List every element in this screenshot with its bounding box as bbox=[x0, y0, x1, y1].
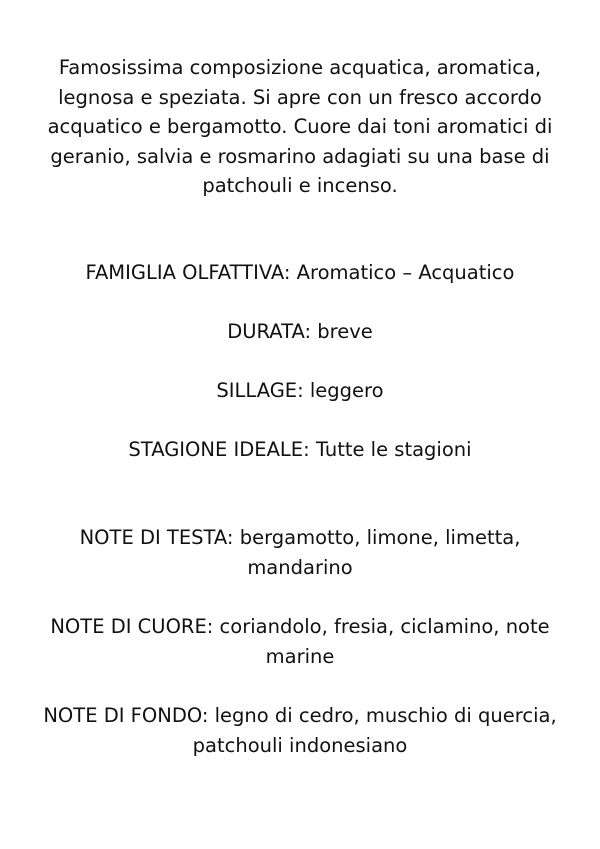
ideal-season: STAGIONE IDEALE: Tutte le stagioni bbox=[128, 438, 472, 461]
heart-notes: NOTE DI CUORE: coriandolo, fresia, ciclamino, note marine bbox=[50, 615, 550, 668]
top-notes: NOTE DI TESTA: bergamotto, limone, limetta, mandarino bbox=[79, 526, 521, 579]
base-notes: NOTE DI FONDO: legno di cedro, muschio di quercia, patchouli indonesiano bbox=[43, 704, 557, 757]
olfactory-family: FAMIGLIA OLFATTIVA: Aromatico – Acquatico bbox=[85, 261, 515, 284]
fragrance-description: Famosissima composizione acquatica, aromatica, legnosa e speziata. Si apre con un fresco accordo acquatico e bergamotto. Cuore dai toni aromatici di geranio, salvia e rosmarino adagiati su una base di patchouli e incenso. bbox=[47, 56, 553, 197]
sillage: SILLAGE: leggero bbox=[216, 379, 384, 402]
duration: DURATA: breve bbox=[227, 320, 373, 343]
